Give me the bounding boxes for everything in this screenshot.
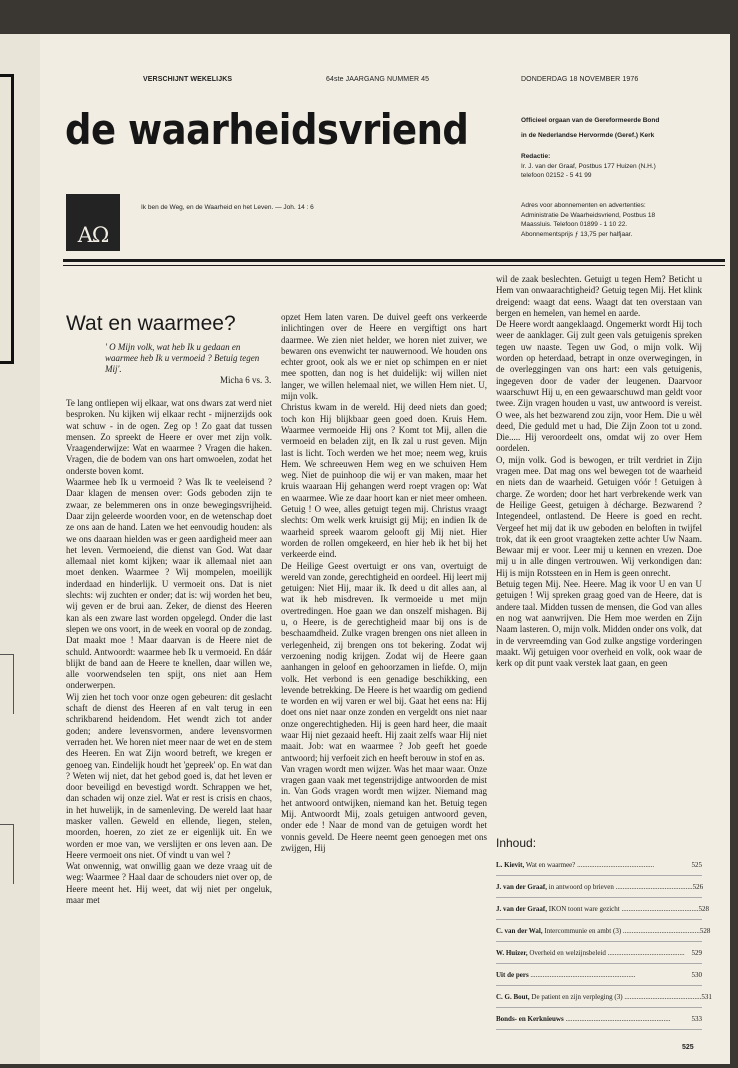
article-column-3 — [496, 274, 702, 706]
volume-label: 64ste JAARGANG NUMMER 45 — [326, 76, 430, 83]
paragraph: De Heilige Geest overtuigt er ons van, overtuigt de wereld van zonde, gerechtigheid en oordeel. Hij leert mij getuigen: Niet Hij, maar ik. Ik deed u dit alles aan, al wat ik heb misdreven. Ik vermoeide u met mijn overtredingen. Hoe gaan we dan onszelf mishagen. Bij u, o Heere, is de gerechtigheid maar bij ons is de beschaamdheid. Zulke vragen brengen ons niet alleen in verlegenheid, zij brengen ons tot bekering. Zodat wij verzoening nodig krijgen. Zodat wij de Heere gaan aanhangen in geloof en gehoorzamen in liefde. O, mijn volk. Het verbond is een genadige beschikking, een levende betrekking. De Heere is het waardig om gediend te worden en wij varen er wel bij. Gaat het eens na: Hij doet ons niet naar onze zonden en vergeldt ons niet naar onze ongerechtigheden. Hij is geen hard heer, die maait waar Hij niet gezaaid heeft. Hij zaait zelfs waar Hij niet maait. Job: wat en waarmee ? Job geeft het goede antwoord; hij verfoeit zich en heeft berouw in stof en as. — [281, 560, 487, 763]
contents-text: Overheid en welzijnsbeleid — [529, 949, 606, 957]
contents-title: Inhoud: — [496, 836, 537, 850]
masthead-rule-thick — [63, 259, 725, 262]
paragraph: De Heere wordt aangeklaagd. Ongemerkt wordt Hij toch weer de aanklager. Gij zult geen vals getuigenis spreken tegen uw naaste. Tegen uw God, o mijn volk. Wij worden op heterdaad, betrapt in onze overwegingen, in de overleggingen van ons hart: een vals getuigenis, ingegeven door de vader der leugenen. Daarvoor waarschuwt Hij u, en een gewaarschuwd man geldt voor twee. Zijn vragen houden u vast, uw antwoord is vereist. O wee, als het bezwarend zou zijn, voor Hem. Die u wèl deed, Die geduld met u had, Die Zijn Zoon tot u zond. Die..... Hij veroordeelt ons, omdat wij zo over Hem oordelen. — [496, 319, 702, 454]
admin-line-3: Maassluis. Telefoon 01899 - 1 10 22. — [521, 221, 628, 228]
contents-text: Wat en waarmee? — [525, 861, 576, 869]
admin-info — [521, 201, 721, 239]
paragraph: Wat onwennig, wat onwillig gaan we deze vraag uit de weg: Waarmee ? Haal daar de schouders niet over op, de Heere meent het. Hij weet, dat wij niet per ongeluk, maar met — [66, 861, 272, 906]
contents-page: 531 — [701, 993, 712, 1001]
contents-author: C. G. Bout, — [496, 993, 530, 1001]
organ-info — [521, 116, 721, 140]
contents-item[interactable]: Uit de pers ............................................................ 530 — [496, 964, 702, 986]
article-quote: ' O Mijn volk, wat heb Ik u gedaan en waarmee heb Ik u vermoeid ? Betuig tegen Mij'. — [105, 342, 260, 374]
redactie-line-1: Ir. J. van der Graaf, Postbus 177 Huizen (N.H.) — [521, 162, 656, 170]
contents-page: 525 — [691, 861, 702, 869]
contents-text: De patient en zijn verpleging (3) — [531, 993, 623, 1001]
contents-item[interactable]: J. van der Graaf, IKON toont ware gezicht ............................................ 528 — [496, 898, 702, 920]
paragraph: O, mijn volk. God is bewogen, er trilt verdriet in Zijn vragen mee. Dat mag ons wel bewegen tot de waarheid en niets dan de waarheid. Getuigen vóór ! Getuigen à charge. Ze worden; door het hart verbrekende werk van de Heilige Geest, getuigen à décharge. Bezwarend ? Integendeel, ontlastend. De Heere is goed en recht. Vergeef het mij dat ik uw geboden en beloften in twijfel trok, dat ik een groot vraagteken zette achter Uw Naam. Bewaar mij er voor. Leer mij u kennen en vrezen. Doe mij u in alle dingen vertrouwen. Wij verkondigen dan: Hij is mijn Rotssteen en in Hem is geen onrecht. — [496, 454, 702, 578]
contents-author: C. van der Wal, — [496, 927, 543, 935]
contents-item[interactable]: W. Huizer, Overheid en welzijnsbeleid ............................................ 529 — [496, 942, 702, 964]
paragraph: Te lang ontliepen wij elkaar, wat ons dwars zat werd niet besproken. Nu kijken wij elkaar recht - mijnerzijds ook wat schuw - in de ogen. Zeg op ! Zo gaat dat tussen mensen. Zo spreekt de Heere er over met zijn volk. Vraagenderwijze: Wat en waarmee ? Vragen die haken. Vragen, die de bodem van ons hart omwoelen, zodat het onderste boven komt. — [66, 398, 272, 476]
paragraph: wil de zaak beslechten. Getuigt u tegen Hem? Beticht u Hem van onwaarachtigheid? Getuig tegen Mij. Het klink dreigend: waagt dat eens. Waagt dat ten overstaan van bergen en hemelen, van hemel en aarde. — [496, 274, 702, 318]
article-column-2 — [281, 312, 487, 1040]
page-number: 525 — [682, 1044, 694, 1051]
admin-line-4: Abonnementsprijs ƒ 13,75 per halfjaar. — [521, 230, 633, 238]
contents-page: 528 — [698, 905, 709, 913]
redactie-line-2: telefoon 02152 - 5 41 99 — [521, 172, 592, 179]
contents-item[interactable]: C. van der Wal, Intercommunie en ambt (3) ............................................ 528 — [496, 920, 702, 942]
contents-item[interactable]: Bonds- en Kerknieuws ............................................................ 533 — [496, 1008, 702, 1030]
contents-page: 526 — [692, 883, 704, 891]
contents-author: Uit de pers — [496, 971, 529, 979]
organ-line-1: Officieel orgaan van de Gereformeerde Bond — [521, 117, 660, 124]
contents-page: 528 — [699, 927, 711, 935]
motto: Ik ben de Weg, en de Waarheid en het Leven. — Joh. 14 : 6 — [141, 204, 314, 211]
contents-author: J. van der Graaf, — [496, 883, 548, 891]
contents-text: in antwoord op brieven — [548, 883, 614, 891]
contents-text: IKON toont ware gezicht — [548, 905, 620, 913]
paragraph: Waarmee heb Ik u vermoeid ? Was Ik te veeleisend ? Daar klagen de mensen over: Gods geboden zijn te zwaar, ze belemmeren ons in onze bewegingsvrijheid. Daar zijn geleerde woorden voor, en de wetenschap doet ze ons aan de hand. Laten we het eenvoudig houden: als we ons daaraan hielden was er geen aardigheid meer aan het leven. Vermoeiend, die dienst van God. Wat daar allemaal niet komt kijken; waar ik allemaal niet aan moet denken. Waarmee ? Wij mompelen, moeilijk inderdaad en hinderlijk. U vermoeit ons. Dat is niet slechts: wij zuchten er onder; dat is: wij worden het beu, wij geven er de brui aan. Zeker, de dienst des Heeren kan als een zware last worden opgelegd. Onder die last slepen we ons voort, in de week en vooral op de zondag. Dat maakt moe ! Maar daarvan is de Heere niet de schuld. Antwoordt: waarmee heb Ik u vermoeid. En dáár blijkt de band aan de Heere te knellen, daar willen we, alle voorwendselen ten spijt, ons niet aan Hem onderwerpen. — [66, 477, 272, 691]
quote-reference: Micha 6 vs. 3. — [220, 375, 272, 385]
frequency-label: VERSCHIJNT WEKELIJKS — [143, 76, 233, 83]
paragraph: Wij zien het toch voor onze ogen gebeuren: dit geslacht schaft de dienst des Heeren af en valt terug in een schrikbarend heidendom. Het wendt zich tot ander goden; andere levensvormen, andere levensvormen verraden het. We horen niet meer naar de wet en de stem des Heeren. En wat Zijn woord betreft, we kregen er genoeg van. Eindelijk houdt het 'gepreek' op. En wat dan ? Weten wij niet, dat het gebod goed is, dat het leven er door beveiligd en bevestigd wordt. Schrappen we het, dan schaden wij onze ziel. Wat er rest is crisis en chaos, in het huwelijk, in de samenleving. De wereld laat haar masker vallen. Geweld en ellende, liegen, stelen, moorden, hoeren, zo ziet ze er eigenlijk uit. En we worden er moe van, we verslijten er ons leven aan. De Heere vermoeit ons niet. Of vindt u van wel ? — [66, 691, 272, 860]
contents-author: W. Huizer, — [496, 949, 528, 957]
contents-item[interactable]: C. G. Bout, De patient en zijn verpleging (3) ............................................ 531 — [496, 986, 702, 1008]
contents-list — [496, 854, 712, 1030]
paragraph: opzet Hem laten varen. De duivel geeft ons verkeerde inlichtingen over de Heere en vergiftigt ons hart daarmee. We zien niet helder, we horen niet zuiver, we bewaren ons evenwicht ter nauwernood. We houden ons echter groot, ook als we er niet op schimpen en er niet mee spotten, dan nog is het duidelijk: wij willen niet langer, we willen helemaal niet, we willen Hem niet. U, mijn volk. — [281, 312, 487, 402]
redactie-label: Redactie: — [521, 153, 551, 160]
paragraph: Van vragen wordt men wijzer. Was het maar waar. Onze vragen gaan vaak met tegenstrijdige antwoorden de mist in. Van Gods vragen wordt men wijzer. Niemand mag het antwoord ontwijken, niemand kan het. Betuig tegen Mij. Antwoordt Mij, zoals getuigen antwoord geven, onder ede ! Naar de mond van de getuigen wordt het vonnis geveld. De Heere neemt geen genoegen met ons zwijgen, Hij — [281, 763, 487, 853]
admin-line-1: Adres voor abonnementen en advertenties: — [521, 202, 646, 209]
alpha-omega-logo: AΩ — [66, 194, 120, 251]
contents-text: Intercommunie en ambt (3) — [544, 927, 622, 935]
masthead-rule-thin — [63, 265, 725, 266]
contents-author: J. van der Graaf, — [496, 905, 548, 913]
paragraph: Christus kwam in de wereld. Hij deed niets dan goed; toch kon Hij blijkbaar geen goed doen. Kruis Hem. Waarmee vermoeide Hij ons ? Komt tot Mij, allen die vermoeid en beladen zijt, en Ik zal u rust geven. Mijn last is licht. Toch werden we het moe; neem weg, kruis Hem. We schreeuwen Hem weg en we schuiven Hem weg. Niet de puinhoop die wij er van maken, maar het kruis waaraan Hij gehangen werd roept vragen op: Wat en waarmee. Wie ze daar hoort kan er niet meer omheen. Getuig ! O wee, alles getuigt tegen mij. Christus vraagt slechts: Om welk werk kruisigt gij Mij; en indien Ik de waarheid spreek waarom gelooft gij Mij niet. Hier worden de rollen omgekeerd, en hier heb ik het bij het verkeerde eind. — [281, 402, 487, 560]
paragraph: Betuig tegen Mij. Nee. Heere. Mag ik voor U en van U getuigen ! Wij spreken graag goed van de Heere, dat is andere taal. Midden tussen de mensen, die God van alles en nog wat aanwrijven. Die Hem moe werden en Zijn Naam lasteren. O, mijn volk. Midden onder ons volk, dat in de vervreemding van God zulke angstige vorderingen maakt. Wij getuigen voor overheid en volk, ook waar de kerk op dit punt vaak verstek laat gaan, en geen — [496, 579, 702, 669]
adjacent-page-strip — [0, 34, 40, 1064]
newspaper-title: de waarheidsvriend — [65, 106, 469, 155]
issue-date: DONDERDAG 18 NOVEMBER 1976 — [521, 76, 639, 83]
contents-page: 530 — [691, 971, 702, 979]
contents-author: Bonds- en Kerknieuws — [496, 1015, 564, 1023]
contents-item[interactable]: L. Kievit, Wat en waarmee? ............................................ 525 — [496, 854, 702, 876]
admin-line-2: Administratie De Waarheidsvriend, Postbus 18 — [521, 211, 656, 219]
article-title: Wat en waarmee? — [66, 312, 236, 335]
contents-page: 533 — [691, 1015, 702, 1023]
contents-page: 529 — [691, 949, 702, 957]
redactie-info — [521, 152, 721, 181]
contents-author: L. Kievit, — [496, 861, 525, 869]
organ-line-2: in de Nederlandse Hervormde (Geref.) Kerk — [521, 131, 655, 139]
article-column-1 — [66, 398, 272, 1040]
contents-item[interactable]: J. van der Graaf, in antwoord op brieven ............................................ 526 — [496, 876, 702, 898]
